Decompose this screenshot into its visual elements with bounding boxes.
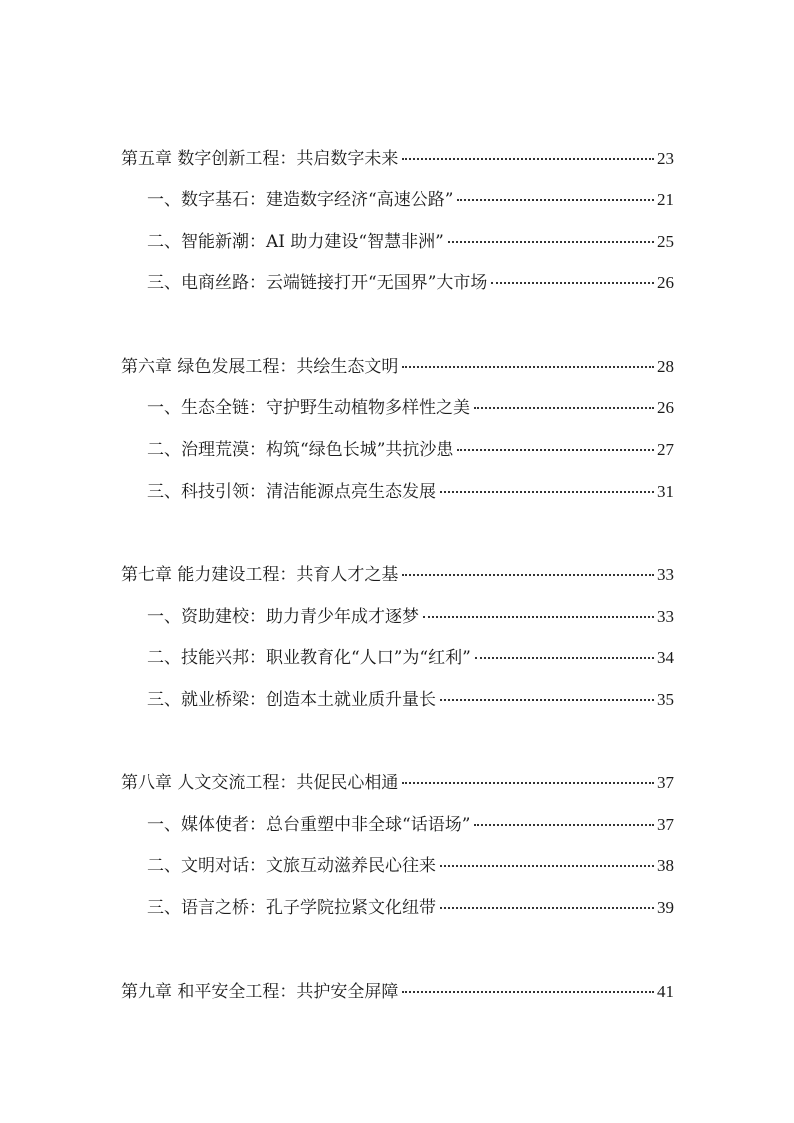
page-number: 23 — [657, 149, 674, 168]
toc-section-7-2[interactable] — [147, 647, 674, 669]
section-title: 二、文明对话：文旅互动滋养民心往来 — [147, 856, 436, 876]
toc-chapter-9[interactable] — [121, 981, 674, 1003]
page-number: 37 — [657, 773, 674, 792]
toc-section-7-1[interactable] — [147, 606, 674, 628]
section-title: 一、媒体使者：总台重塑中非全球“话语场” — [147, 815, 471, 835]
section-title: 三、电商丝路：云端链接打开“无国界”大市场 — [147, 273, 488, 293]
section-title: 二、治理荒漠：构筑“绿色长城”共抗沙患 — [147, 440, 454, 460]
chapter-title: 第六章 绿色发展工程：共绘生态文明 — [121, 357, 399, 377]
dot-leader — [440, 491, 654, 493]
section-title: 二、智能新潮：AI 助力建设“智慧非洲” — [147, 232, 444, 252]
chapter-title: 第八章 人文交流工程：共促民心相通 — [121, 773, 399, 793]
toc-section-5-3[interactable] — [147, 272, 674, 294]
toc-chapter-6[interactable] — [121, 356, 674, 378]
section-title: 三、科技引领：清洁能源点亮生态发展 — [147, 482, 436, 502]
page-number: 25 — [657, 232, 674, 251]
dot-leader — [440, 865, 654, 867]
page-number: 37 — [657, 815, 674, 834]
toc-section-8-2[interactable] — [147, 855, 674, 877]
dot-leader — [491, 282, 654, 284]
dot-leader — [474, 824, 654, 826]
toc-chapter-8[interactable] — [121, 772, 674, 794]
chapter-title: 第九章 和平安全工程：共护安全屏障 — [121, 982, 399, 1002]
page-number: 33 — [657, 565, 674, 584]
dot-leader — [440, 907, 654, 909]
dot-leader — [402, 574, 654, 576]
toc-section-7-3[interactable] — [147, 689, 674, 711]
page-number: 39 — [657, 898, 674, 917]
page-number: 38 — [657, 856, 674, 875]
dot-leader — [440, 699, 654, 701]
chapter-title: 第五章 数字创新工程：共启数字未来 — [121, 149, 399, 169]
section-title: 一、资助建校：助力青少年成才逐梦 — [147, 607, 419, 627]
toc-section-5-2[interactable] — [147, 231, 674, 253]
toc-chapter-5[interactable] — [121, 148, 674, 170]
dot-leader — [402, 991, 654, 993]
section-title: 一、生态全链：守护野生动植物多样性之美 — [147, 398, 470, 418]
section-title: 三、语言之桥：孔子学院拉紧文化纽带 — [147, 898, 436, 918]
toc-section-6-1[interactable] — [147, 397, 674, 419]
toc-chapter-7[interactable] — [121, 564, 674, 586]
page-number: 27 — [657, 440, 674, 459]
dot-leader — [457, 449, 654, 451]
section-title: 二、技能兴邦：职业教育化“人口”为“红利” — [147, 648, 471, 668]
page-number: 26 — [657, 273, 674, 292]
dot-leader — [475, 657, 654, 659]
dot-leader — [402, 366, 654, 368]
dot-leader — [423, 616, 654, 618]
section-title: 一、数字基石：建造数字经济“高速公路” — [147, 190, 454, 210]
page-number: 33 — [657, 607, 674, 626]
toc-section-8-3[interactable] — [147, 897, 674, 919]
dot-leader — [474, 407, 654, 409]
chapter-title: 第七章 能力建设工程：共育人才之基 — [121, 565, 399, 585]
page-number: 21 — [657, 190, 674, 209]
page-number: 41 — [657, 982, 674, 1001]
toc-section-8-1[interactable] — [147, 814, 674, 836]
page-number: 31 — [657, 482, 674, 501]
page-number: 26 — [657, 398, 674, 417]
dot-leader — [402, 158, 654, 160]
dot-leader — [457, 199, 654, 201]
section-title: 三、就业桥梁：创造本土就业质升量长 — [147, 690, 436, 710]
dot-leader — [402, 782, 654, 784]
page-number: 35 — [657, 690, 674, 709]
toc-section-5-1[interactable] — [147, 189, 674, 211]
page-number: 34 — [657, 648, 674, 667]
toc-section-6-2[interactable] — [147, 439, 674, 461]
dot-leader — [448, 241, 654, 243]
page-number: 28 — [657, 357, 674, 376]
toc-section-6-3[interactable] — [147, 481, 674, 503]
